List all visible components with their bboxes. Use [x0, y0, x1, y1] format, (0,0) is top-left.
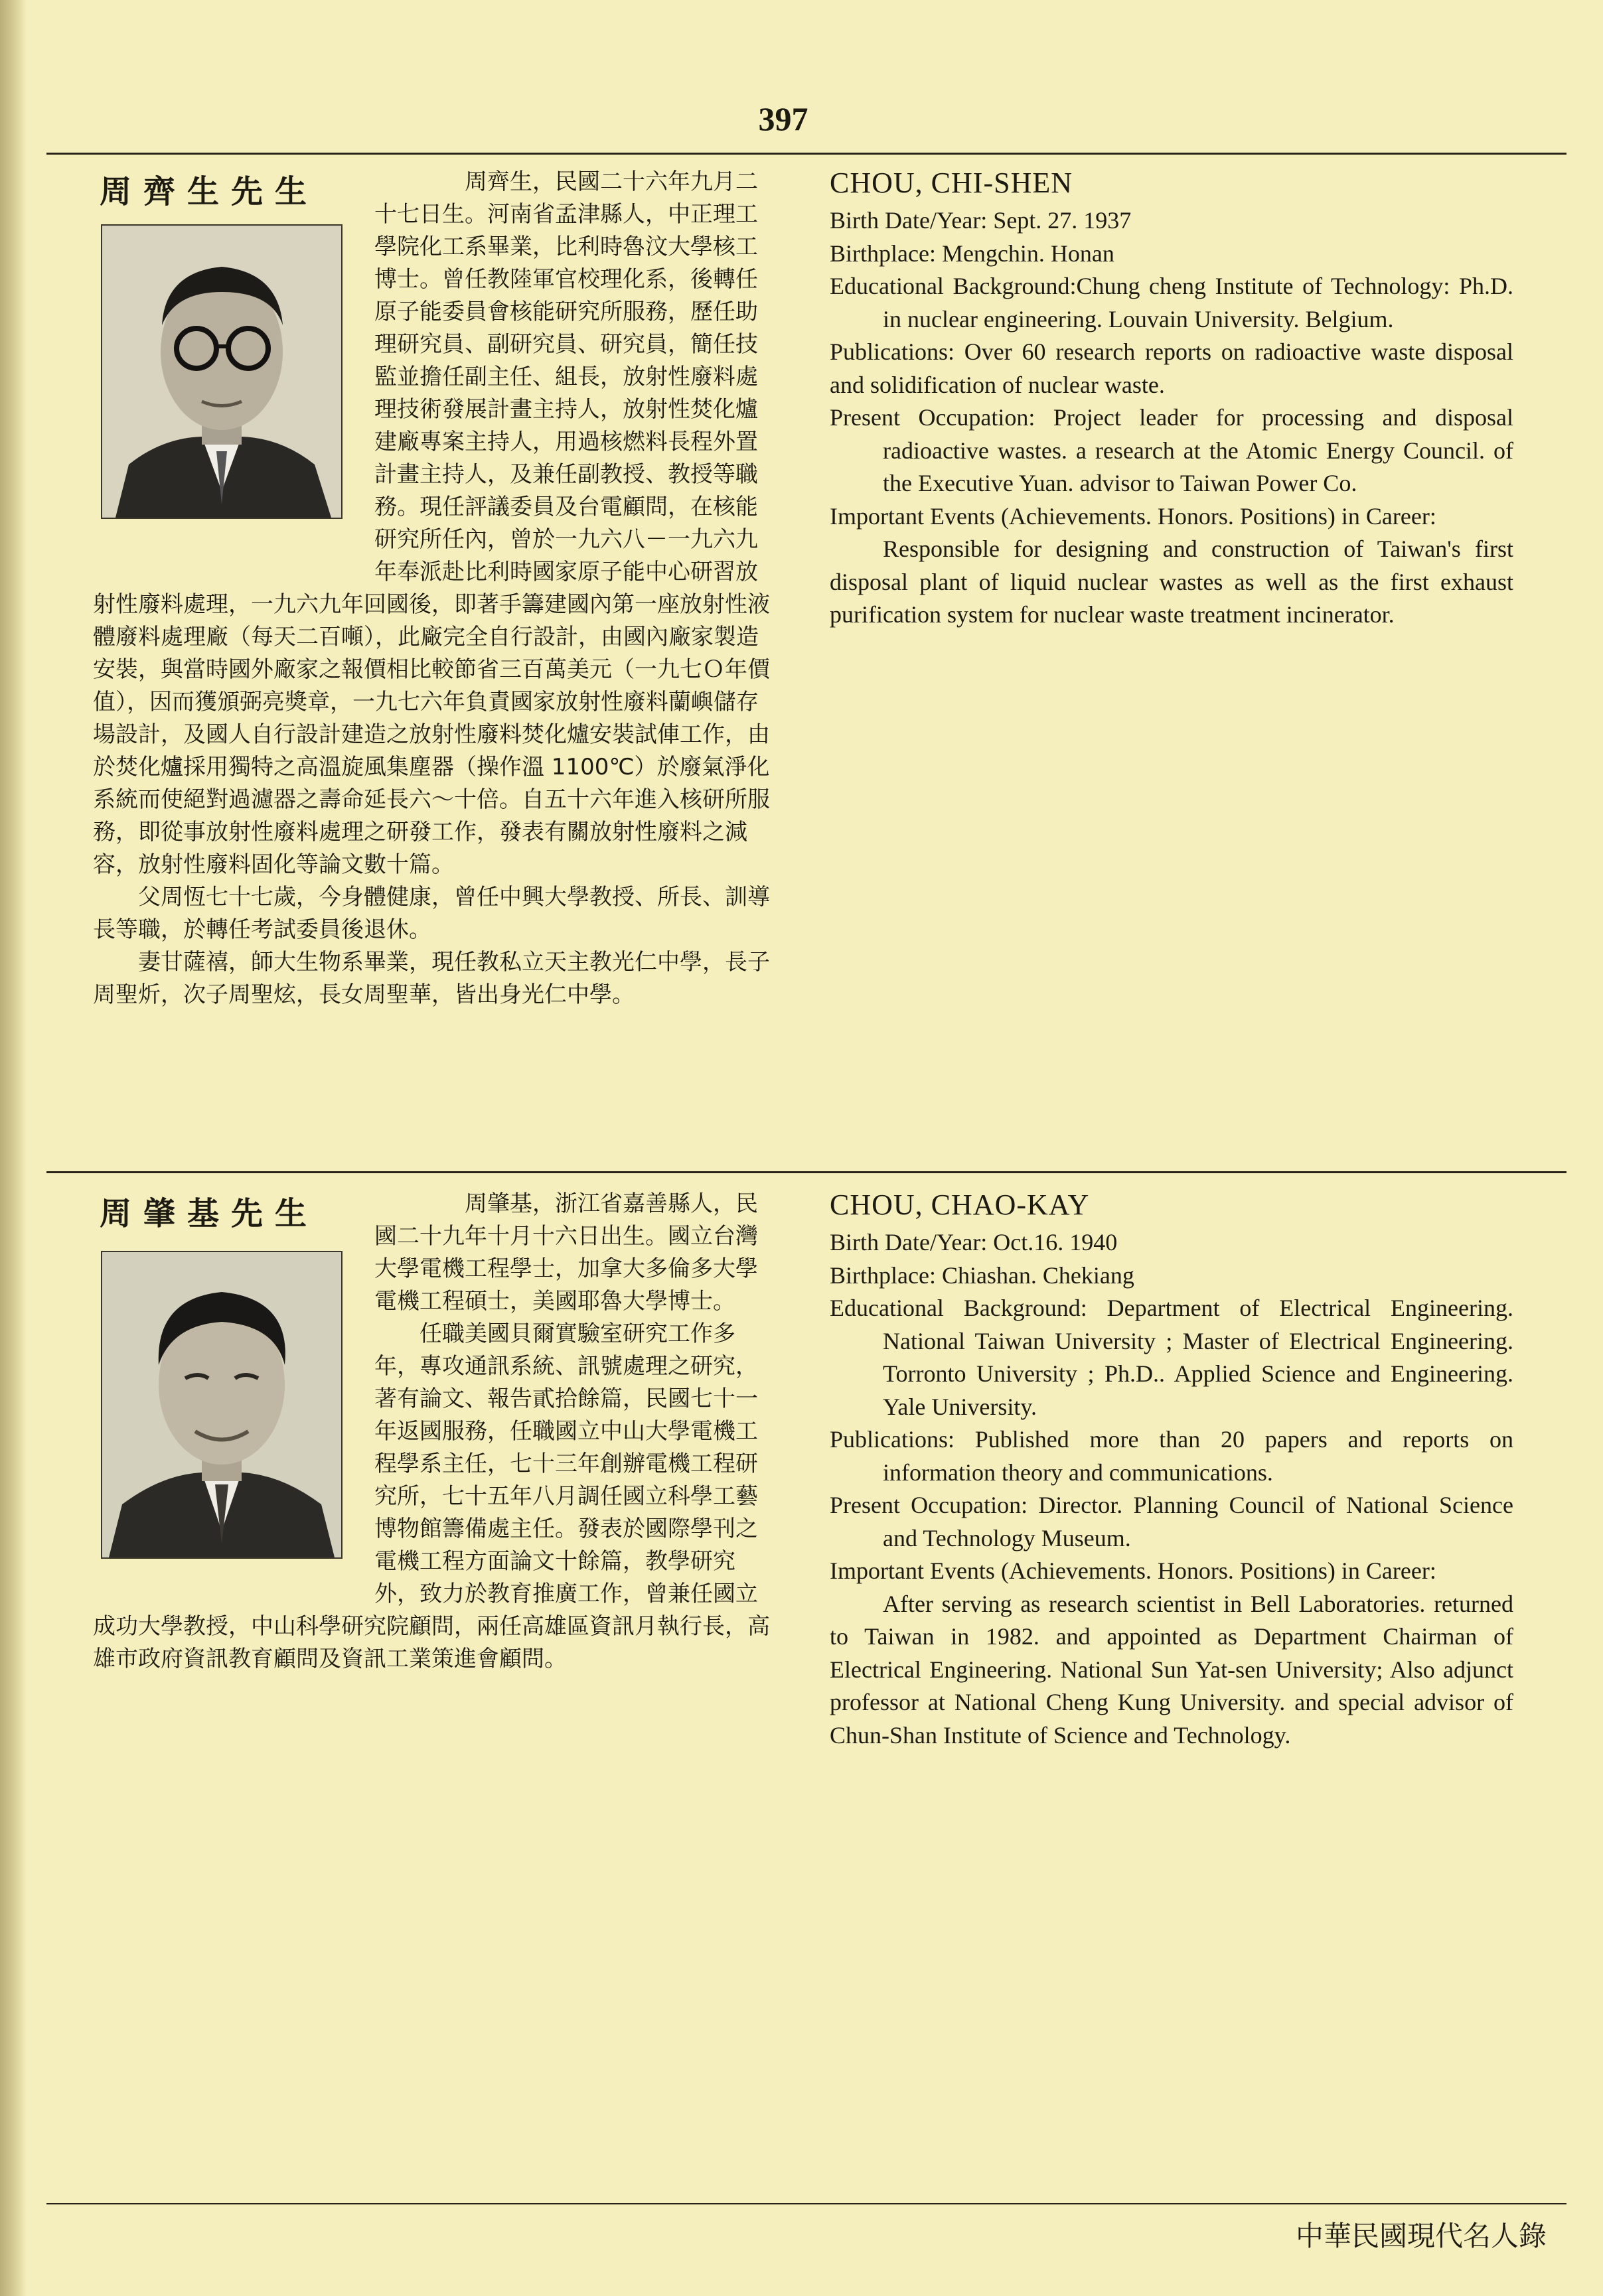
events-body: After serving as research scientist in Bell Laboratories. returned to Taiwan in 1982. and appointed as Department Chairman of Electrical Engineering. National Sun Yat-sen University; Also adjunct professor at National Cheng Kung University. and special advisor of Chun-Shan Institute of Science and Technology.: [830, 1590, 1513, 1749]
education-field: Educational Background:Chung cheng Institute of Technology: Ph.D. in nuclear engineering. Louvain University. Belgium.: [830, 273, 1513, 332]
english-biography: [830, 1188, 1513, 1752]
chinese-paragraph: 任職美國貝爾實驗室研究工作多年，專攻通訊系統、訊號處理之研究，著有論文、報告貳拾餘篇，民國七十一年返國服務，任職國立中山大學電機工程學系主任，七十三年創辦電機工程研究所，七十五年八月調任國立科學工藝博物館籌備處主任。發表於國際學刊之電機工程方面論文十餘篇，教學研究外，致力於教育推廣工作，曾兼任國立成功大學教授，中山科學研究院顧問，兩任高雄區資訊月執行長，高雄市政府資訊教育顧問及資訊工業策進會顧問。: [93, 1321, 770, 1672]
english-biography: [830, 166, 1513, 632]
bottom-rule: [46, 2203, 1566, 2204]
middle-rule: [46, 1171, 1566, 1173]
chinese-name-heading: 周齊生先生: [100, 173, 319, 210]
events-body: Responsible for designing and construction of Taiwan's first disposal plant of liquid nuclear wastes as well as the first exhaust purification system for nuclear waste treatment incinerator.: [830, 536, 1513, 628]
top-rule: [46, 153, 1566, 155]
publications-field: Publications: Published more than 20 papers and reports on information theory and communications.: [830, 1426, 1513, 1486]
events-field: Important Events (Achievements. Honors. Positions) in Career:: [830, 1557, 1436, 1584]
events-field: Important Events (Achievements. Honors. Positions) in Career:: [830, 502, 1436, 530]
education-field: Educational Background: Department of Electrical Engineering. National Taiwan University ; Master of Electrical Engineering. Torronto University ; Ph.D.. Applied Science and Engineering. Yale University.: [830, 1295, 1513, 1420]
chinese-lead-paragraph: 周肇基，浙江省嘉善縣人，民國二十九年十月十六日出生。國立台灣大學電機工程學士，加拿大多倫多大學電機工程碩士，美國耶魯大學博士。: [374, 1190, 758, 1315]
chinese-lead-paragraph: 周齊生，民國二十六年九月二十七日生。河南省孟津縣人，中正理工學院化工系畢業，比利時魯汶大學核工博士。曾任教陸軍官校理化系，後轉任原子能委員會核能研究所服務，歷任助理研究員、副研究員、研究員，簡任技監並擔任副主任、組長，放射性廢料處理技術發展計畫主持人，放射性焚化爐建廠專案主持人，用過核燃料長程外置計畫主持人，及兼任副教授、教授等職務。現任評議委員及台電顧問，在核能研究所任內，曾於一九六八－一九六九年奉派赴比利時國家原子能中心研習放射性廢料處理，一九六九年回國後，即著手籌建國內第一座放射性液體廢料處理廠（每天二百噸），此廠完全自行設計，由國內廠家製造安裝，與當時國外廠家之報價相比較節省三百萬美元（一九七Ｏ年價值），因而獲頒弼亮獎章，一九七六年負責國家放射性廢料蘭嶼儲存場設計，及國人自行設計建造之放射性廢料焚化爐安裝試俥工作，由於焚化爐採用獨特之高溫旋風集塵器（操作溫 1100℃）於廢氣淨化系統而使絕對過濾器之壽命延長六～十倍。自五十六年進入核研所服務，即從事放射性廢料處理之研發工作，發表有關放射性廢料之減容，放射性廢料固化等論文數十篇。: [93, 169, 770, 878]
birthplace-field: Birthplace: Chiashan. Chekiang: [830, 1261, 1134, 1289]
occupation-field: Present Occupation: Director. Planning Council of National Science and Technology Museum.: [830, 1492, 1513, 1551]
page-number: 397: [758, 100, 808, 137]
birth-date-field: Birth Date/Year: Sept. 27. 1937: [830, 207, 1132, 234]
english-name-heading: CHOU, CHAO-KAY: [830, 1188, 1090, 1221]
english-name-heading: CHOU, CHI-SHEN: [830, 167, 1073, 199]
chinese-paragraph: 父周恆七十七歲，今身體健康，曾任中興大學教授、所長、訓導長等職，於轉任考試委員後退休。: [93, 884, 770, 943]
portrait-photo: [101, 1251, 343, 1559]
occupation-field: Present Occupation: Project leader for processing and disposal radioactive wastes. a research at the Atomic Energy Council. of the Executive Yuan. advisor to Taiwan Power Co.: [830, 404, 1513, 496]
portrait-image: [102, 1252, 341, 1557]
book-spine-shadow: [0, 0, 27, 2296]
publications-field: Publications: Over 60 research reports on radioactive waste disposal and solidification of nuclear waste.: [830, 338, 1513, 398]
portrait-image: [102, 226, 341, 518]
portrait-photo: [101, 224, 343, 519]
birth-date-field: Birth Date/Year: Oct.16. 1940: [830, 1229, 1118, 1256]
birthplace-field: Birthplace: Mengchin. Honan: [830, 240, 1114, 267]
chinese-paragraph: 妻甘薩禧，師大生物系畢業，現任教私立天主教光仁中學，長子周聖炘，次子周聖炫，長女周聖華，皆出身光仁中學。: [93, 949, 770, 1008]
chinese-name-heading: 周肇基先生: [100, 1195, 319, 1232]
book-title-footer: 中華民國現代名人錄: [1295, 2220, 1547, 2252]
